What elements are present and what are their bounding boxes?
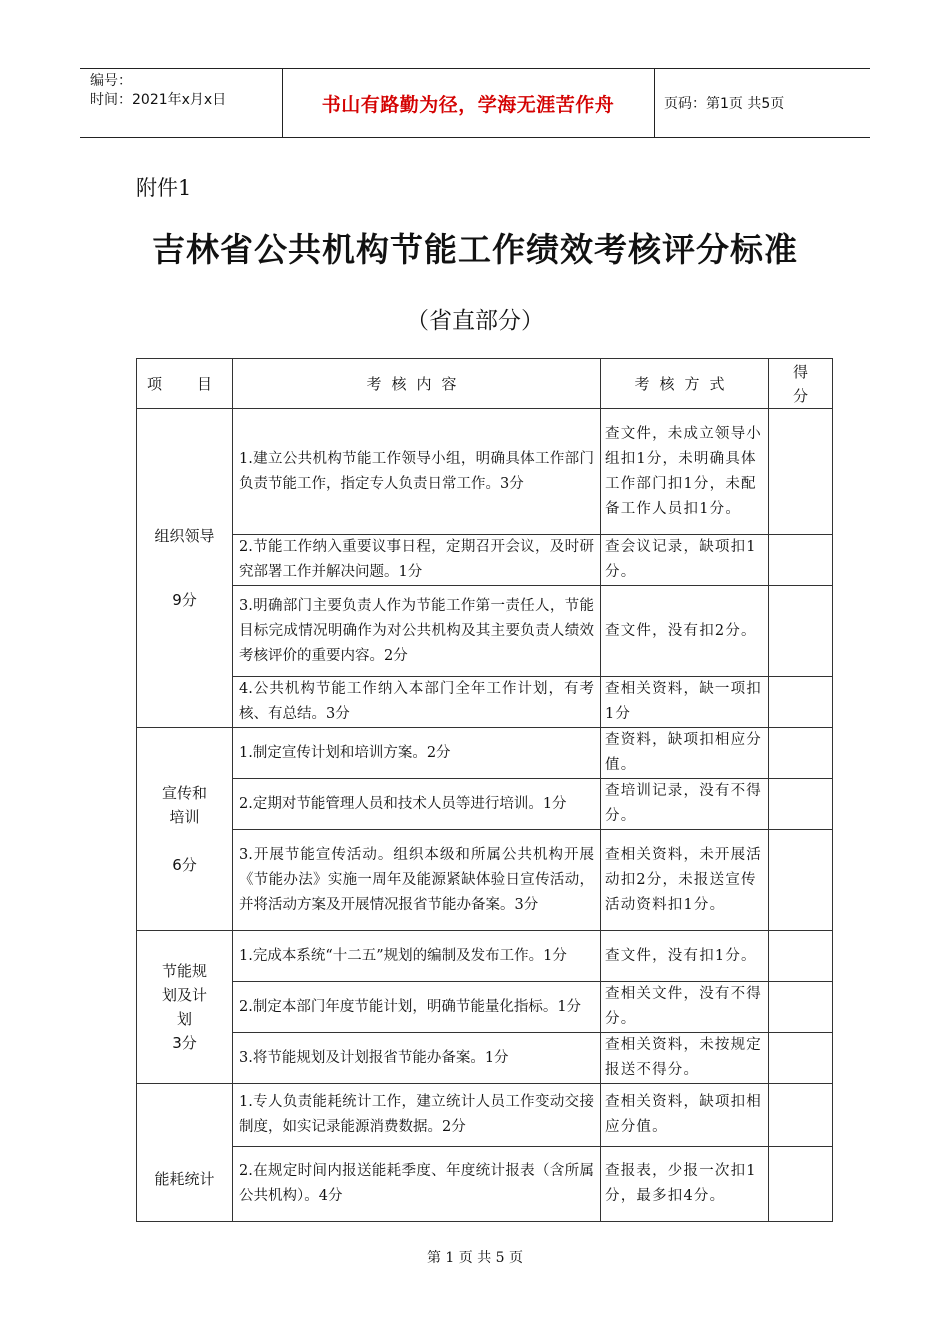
time-label: 时间：2021年x月x日 [90,92,227,108]
method-cell: 查培训记录，没有不得分。 [601,779,769,830]
method-cell: 查报表，少报一次扣1分，最多扣4分。 [601,1147,769,1222]
header-item: 项 目 [137,359,233,409]
category-name: 能耗统计 [154,1170,215,1188]
content-cell: 4.公共机构节能工作纳入本部门全年工作计划，有考核、有总结。3分 [233,677,601,728]
table-row [137,728,833,779]
scoring-table [136,358,833,1222]
score-cell[interactable] [769,409,833,535]
score-cell[interactable] [769,1147,833,1222]
table-row [137,830,833,931]
score-cell[interactable] [769,1084,833,1147]
table-row [137,1084,833,1147]
content-cell: 1.完成本系统“十二五”规划的编制及发布工作。1分 [233,931,601,982]
score-cell[interactable] [769,931,833,982]
score-cell[interactable] [769,982,833,1033]
category-points: 6分 [172,856,197,874]
score-cell[interactable] [769,677,833,728]
method-cell: 查资料，缺项扣相应分值。 [601,728,769,779]
header-score: 得分 [769,359,833,409]
table-row [137,982,833,1033]
category-name: 组织领导 [154,527,215,545]
method-cell: 查相关资料，未开展活动扣2分，未报送宣传活动资料扣1分。 [601,830,769,931]
method-cell: 查相关资料，缺项扣相应分值。 [601,1084,769,1147]
attachment-label: 附件1 [136,176,192,200]
number-label: 编号： [90,73,132,89]
category-points: 9分 [172,591,197,609]
table-row [137,931,833,982]
category-cell [137,1084,233,1222]
table-row [137,535,833,586]
score-cell[interactable] [769,586,833,677]
method-cell: 查文件，未成立领导小组扣1分，未明确具体工作部门扣1分，未配备工作人员扣1分。 [601,409,769,535]
score-cell[interactable] [769,1033,833,1084]
category-name: 宣传和培训 [161,784,207,826]
category-cell [137,728,233,931]
score-cell[interactable] [769,830,833,931]
method-cell: 查文件，没有扣2分。 [601,586,769,677]
content-cell: 1.制定宣传计划和培训方案。2分 [233,728,601,779]
method-cell: 查文件，没有扣1分。 [601,931,769,982]
content-cell: 3.将节能规划及计划报省节能办备案。1分 [233,1033,601,1084]
table-row [137,1147,833,1222]
score-cell[interactable] [769,779,833,830]
table-row [137,1033,833,1084]
header-motto-cell [282,69,655,137]
category-points: 3分 [172,1034,197,1052]
method-cell: 查会议记录，缺项扣1分。 [601,535,769,586]
header-meta [80,69,283,137]
content-cell: 2.在规定时间内报送能耗季度、年度统计报表（含所属公共机构）。4分 [233,1147,601,1222]
header-method: 考核方式 [601,359,769,409]
header-content: 考核内容 [233,359,601,409]
method-cell: 查相关文件，没有不得分。 [601,982,769,1033]
table-row [137,409,833,535]
table-header-row [137,359,833,409]
content-cell: 2.制定本部门年度节能计划，明确节能量化指标。1分 [233,982,601,1033]
document-subtitle: （省直部分） [406,308,544,334]
category-cell [137,931,233,1084]
content-cell: 2.节能工作纳入重要议事日程，定期召开会议，及时研究部署工作并解决问题。1分 [233,535,601,586]
content-cell: 1.建立公共机构节能工作领导小组，明确具体工作部门负责节能工作，指定专人负责日常工作。3分 [233,409,601,535]
page-header [80,68,870,138]
page-footer: 第 1 页 共 5 页 [426,1250,524,1266]
category-name: 节能规划及计划 [161,962,207,1028]
content-cell: 3.明确部门主要负责人作为节能工作第一责任人，节能目标完成情况明确作为对公共机构及其主要负责人绩效考核评价的重要内容。2分 [233,586,601,677]
content-cell: 1.专人负责能耗统计工作，建立统计人员工作变动交接制度，如实记录能源消费数据。2分 [233,1084,601,1147]
method-cell: 查相关资料，未按规定报送不得分。 [601,1033,769,1084]
score-cell[interactable] [769,535,833,586]
content-cell: 2.定期对节能管理人员和技术人员等进行培训。1分 [233,779,601,830]
header-page-cell [654,69,870,137]
method-cell: 查相关资料，缺一项扣1分 [601,677,769,728]
motto-text: 书山有路勤为径，学海无涯苦作舟 [321,93,615,116]
table-row [137,586,833,677]
content-cell: 3.开展节能宣传活动。组织本级和所属公共机构开展《节能办法》实施一周年及能源紧缺体验日宣传活动，并将活动方案及开展情况报省节能办备案。3分 [233,830,601,931]
score-cell[interactable] [769,728,833,779]
document-title: 吉林省公共机构节能工作绩效考核评分标准 [152,230,798,269]
page-info: 页码：第1页 共5页 [664,96,785,112]
table-row [137,779,833,830]
table-row [137,677,833,728]
category-cell [137,409,233,728]
